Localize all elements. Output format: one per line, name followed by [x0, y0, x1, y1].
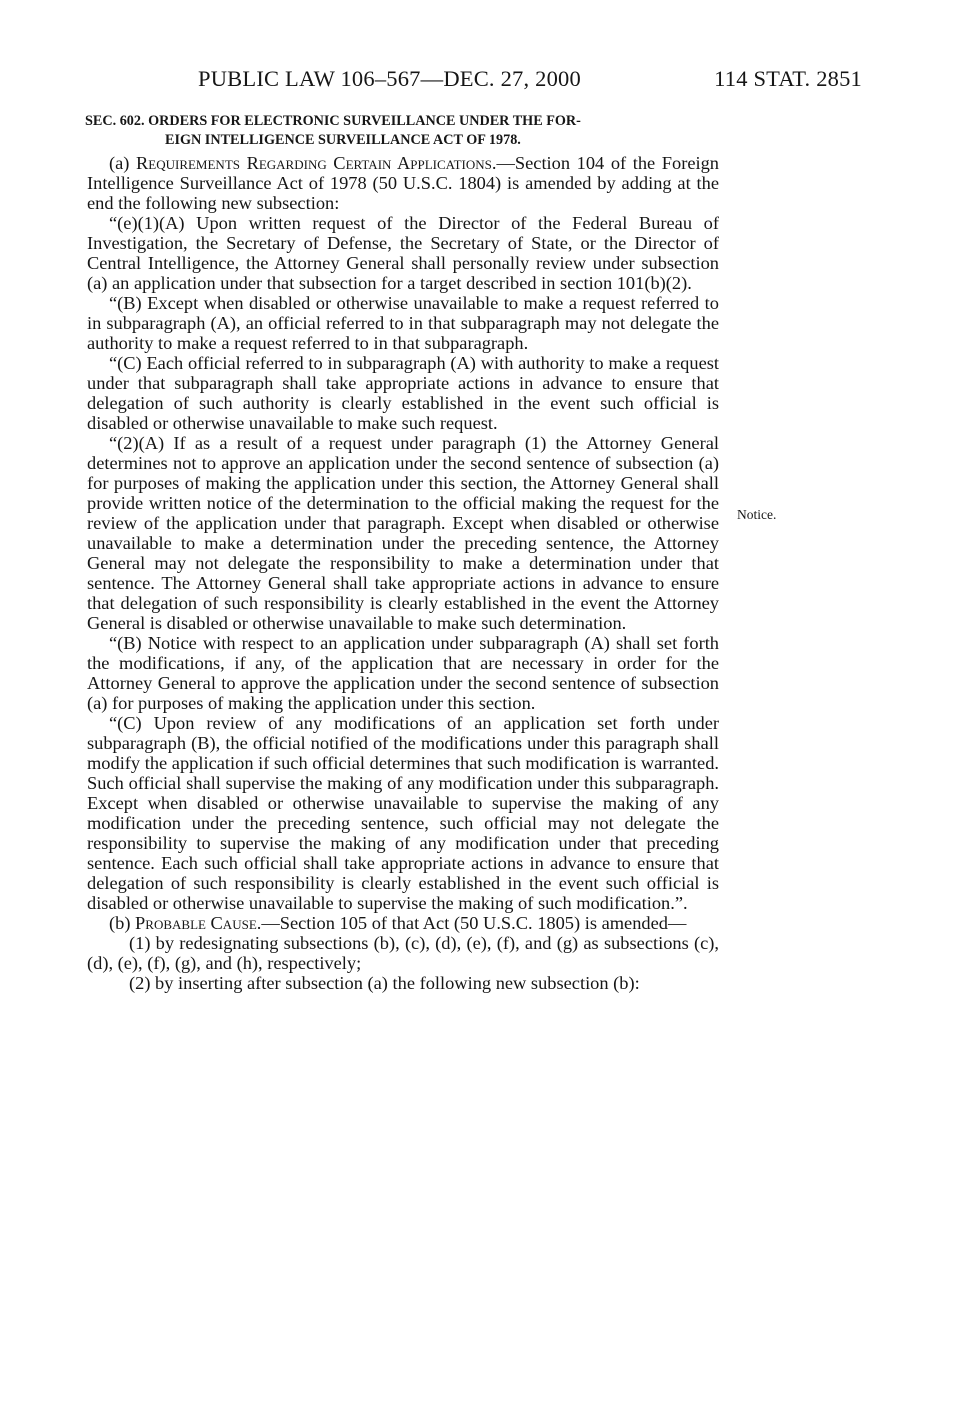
paragraph-e1a: “(e)(1)(A) Upon written request of the Director of the Federal Bureau of Investigation, the Secretary of Defense, the Secretary of State, or the Director of Central Intelligence, the Attorney General shall personally review under subsection (a) an application under that subsection for a target described in section 101(b)(2). — [87, 213, 719, 293]
subsection-b — [87, 913, 719, 933]
subsection-b-label: (b) — [109, 913, 136, 933]
section-number: SEC. 602. — [85, 113, 145, 129]
list-item-1: (1) by redesignating subsections (b), (c), (d), (e), (f), and (g) as subsections (c), (d), (e), (f), (g), and (h), respectively; — [87, 933, 719, 973]
public-law-title: PUBLIC LAW 106–567—DEC. 27, 2000 — [198, 66, 581, 91]
paragraph-e1b: “(B) Except when disabled or otherwise unavailable to make a request referred to in subparagraph (A), an official referred to in that subparagraph may not delegate the authority to make a request referred to in that subparagraph. — [87, 293, 719, 353]
section-heading-line1: ORDERS FOR ELECTRONIC SURVEILLANCE UNDER THE FOR- — [148, 113, 581, 129]
margin-note-notice: Notice. — [737, 507, 777, 522]
subsection-b-text: —Section 105 of that Act (50 U.S.C. 1805) is amended— — [261, 913, 687, 933]
document-body — [87, 112, 719, 993]
subsection-a — [87, 153, 719, 213]
paragraph-e2c: “(C) Upon review of any modifications of an application set forth under subparagraph (B), the official notified of the modifications under this paragraph shall modify the application if such official determines that such modification is warranted. Such official shall supervise the making of any modification under this subparagraph. Except when disabled or otherwise unavailable to supervise the making of any modification under the preceding sentence, such official may not delegate the responsibility to supervise the making of any modification under that preceding sentence. Each such official shall take appropriate actions in advance to ensure that delegation of such responsibility is clearly established in the event such official is disabled or otherwise unavailable to supervise the making of such modification.”. — [87, 713, 719, 913]
subsection-a-label: (a) — [109, 153, 136, 173]
section-heading-line2: EIGN INTELLIGENCE SURVEILLANCE ACT OF 1978. — [165, 132, 521, 148]
subsection-b-caption: Probable Cause. — [135, 913, 262, 933]
paragraph-e1c: “(C) Each official referred to in subparagraph (A) with authority to make a request under that subparagraph shall take appropriate actions in advance to ensure that delegation of such authority is clearly established in the event such official is disabled or otherwise unavailable to make such request. — [87, 353, 719, 433]
list-item-2: (2) by inserting after subsection (a) the following new subsection (b): — [129, 973, 640, 993]
paragraph-e2a: “(2)(A) If as a result of a request under paragraph (1) the Attorney General determines not to approve an application under the second sentence of subsection (a) for purposes of making the application under this section, the Attorney General shall provide written notice of the determination to the official making the request for the review of the application under that paragraph. Except when disabled or otherwise unavailable to make a determination under the preceding sentence, the Attorney General may not delegate the responsibility to make a determination under that sentence. The Attorney General shall take appropriate actions in advance to ensure that delegation of such responsibility is clearly established in the event the Attorney General is disabled or otherwise unavailable to make such determination. — [87, 433, 719, 633]
section-heading — [87, 112, 719, 150]
statute-page-number: 114 STAT. 2851 — [714, 66, 862, 91]
subsection-a-caption: Requirements Regarding Certain Applications. — [136, 153, 497, 173]
subsection-a-text: —Section 104 of the Foreign Intelligence Surveillance Act of 1978 (50 U.S.C. 1804) is amended by adding at the end the following new subsection: — [87, 153, 719, 213]
paragraph-e2b: “(B) Notice with respect to an application under subparagraph (A) shall set forth the modifications, if any, of the application that are necessary in order for the Attorney General to approve the application under the second sentence of subsection (a) for purposes of making the application under this section. — [87, 633, 719, 713]
